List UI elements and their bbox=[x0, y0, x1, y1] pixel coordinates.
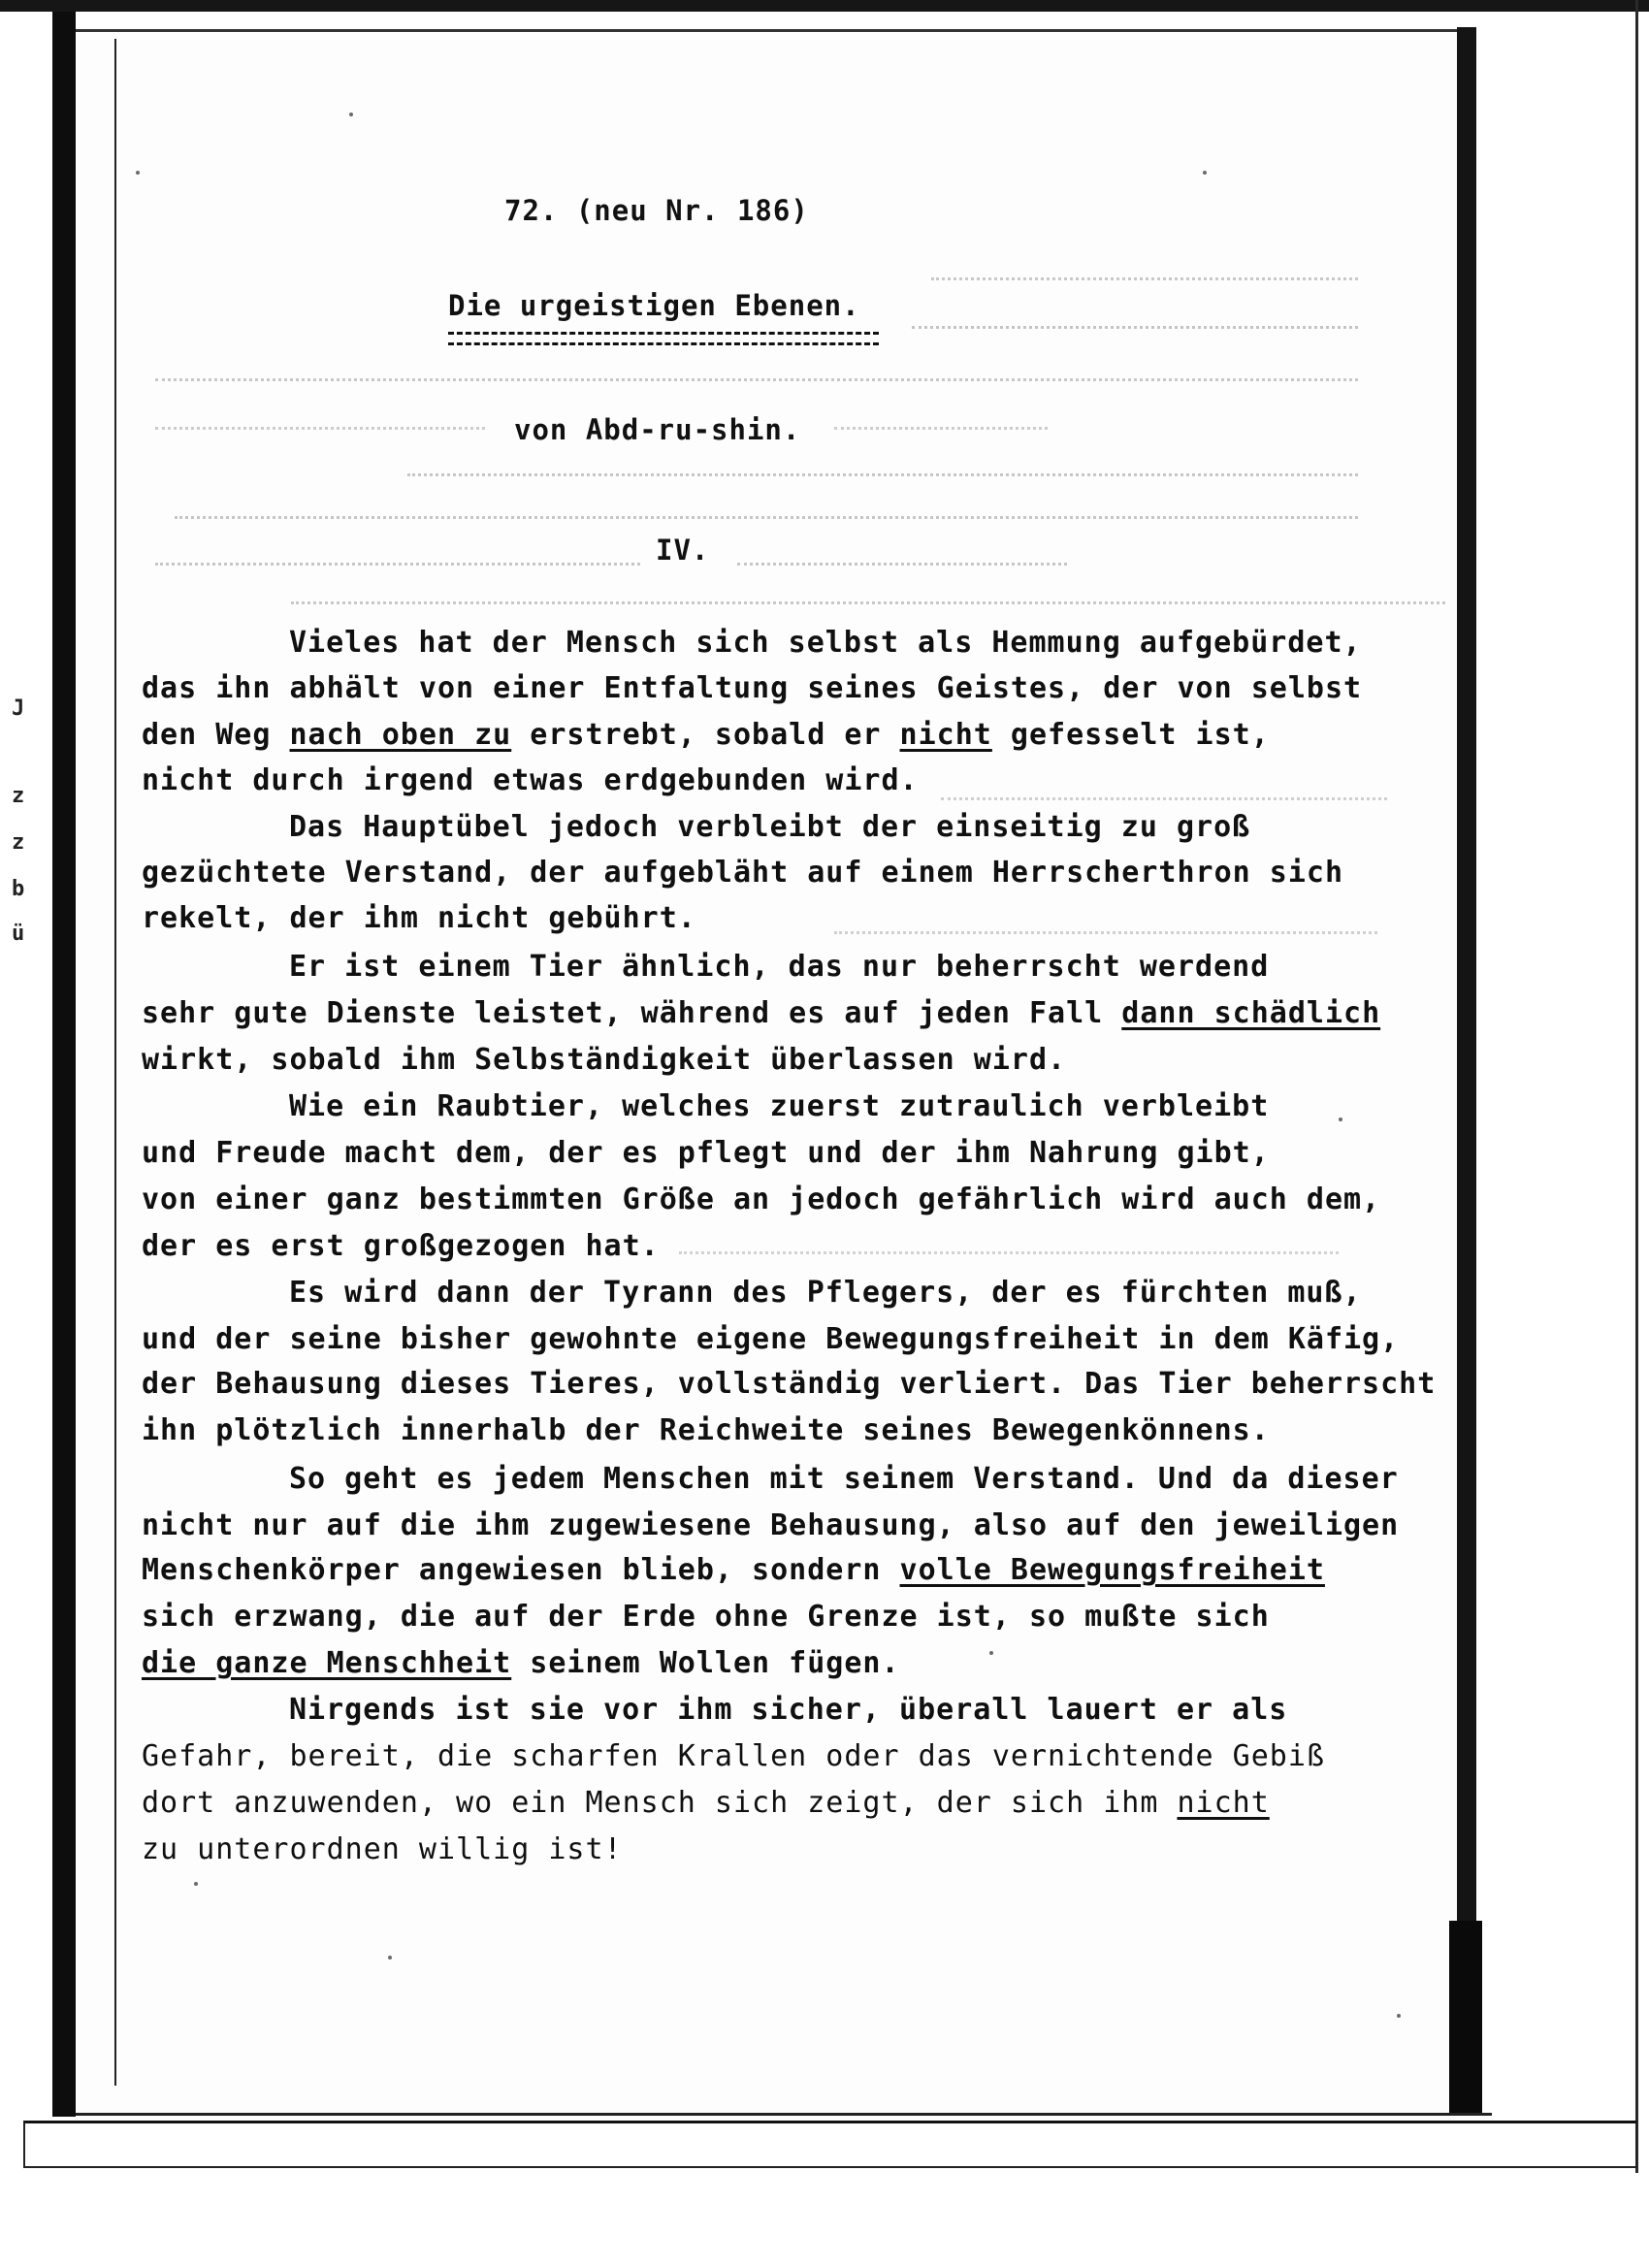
text-span: Nirgends ist sie vor ihm sicher, überall lauert er als bbox=[289, 1693, 1288, 1727]
body-line bbox=[142, 671, 1363, 705]
body-line bbox=[142, 1553, 1325, 1587]
body-line bbox=[289, 810, 1251, 844]
underlined-phrase: nach oben zu bbox=[289, 718, 512, 752]
body-line bbox=[142, 1786, 1270, 1820]
text-span: So geht es jedem Menschen mit seinem Verstand. Und da dieser bbox=[289, 1462, 1399, 1496]
bleed-through-mark bbox=[834, 931, 1377, 948]
text-span: rekelt, der ihm nicht gebührt. bbox=[142, 901, 696, 935]
underlined-phrase: volle Bewegungsfreiheit bbox=[899, 1553, 1325, 1587]
document-author: von Abd-ru-shin. bbox=[514, 413, 801, 446]
scan-speck bbox=[1397, 2014, 1401, 2018]
text-span: Es wird dann der Tyrann des Pflegers, der es fürchten muß, bbox=[289, 1276, 1362, 1310]
scan-speck bbox=[1203, 171, 1207, 175]
underlined-phrase: dann schädlich bbox=[1121, 996, 1381, 1030]
bleed-through-mark bbox=[737, 563, 1067, 579]
scan-right-edge-shadow bbox=[1457, 27, 1476, 2103]
text-span: wirkt, sobald ihm Selbständigkeit überlassen wird. bbox=[142, 1043, 1067, 1077]
text-span: dort anzuwenden, wo ein Mensch sich zeigt, der sich ihm bbox=[142, 1786, 1178, 1820]
text-span: nicht durch irgend etwas erdgebunden wird. bbox=[142, 763, 919, 797]
body-line bbox=[142, 1229, 660, 1263]
body-line bbox=[142, 996, 1381, 1030]
body-line bbox=[142, 1832, 623, 1866]
bleed-through-mark bbox=[155, 427, 485, 443]
body-line bbox=[142, 763, 919, 797]
margin-mark: J bbox=[12, 697, 25, 721]
underlined-phrase: nicht bbox=[899, 718, 992, 752]
text-span: Er ist einem Tier ähnlich, das nur beherrscht werdend bbox=[289, 950, 1270, 984]
text-span: Wie ein Raubtier, welches zuerst zutraulich verbleibt bbox=[289, 1089, 1270, 1123]
body-line bbox=[289, 950, 1270, 984]
text-span: der es erst großgezogen hat. bbox=[142, 1229, 660, 1263]
body-line bbox=[142, 1508, 1400, 1542]
text-span: sehr gute Dienste leistet, während es auf jeden Fall bbox=[142, 996, 1122, 1030]
text-span: ihn plötzlich innerhalb der Reichweite seines Bewegenkönnens. bbox=[142, 1413, 1270, 1447]
text-span: nicht nur auf die ihm zugewiesene Behausung, also auf den jeweiligen bbox=[142, 1508, 1400, 1542]
bleed-through-mark bbox=[834, 427, 1048, 443]
body-line bbox=[142, 1043, 1067, 1077]
text-span: von einer ganz bestimmten Größe an jedoch gefährlich wird auch dem, bbox=[142, 1183, 1381, 1216]
scan-outer-right-edge bbox=[1635, 0, 1638, 2173]
bleed-through-mark bbox=[175, 516, 1358, 533]
body-line bbox=[142, 1322, 1400, 1356]
body-line bbox=[142, 1600, 1270, 1634]
bleed-through-mark bbox=[931, 277, 1358, 294]
body-line bbox=[142, 1185, 1380, 1215]
scan-top-edge bbox=[0, 0, 1649, 12]
scan-right-corner-shadow bbox=[1449, 1921, 1482, 2115]
bleed-through-mark bbox=[155, 563, 640, 579]
body-line bbox=[142, 1739, 1325, 1773]
text-span: Vieles hat der Mensch sich selbst als Hemmung aufgebürdet, bbox=[289, 626, 1362, 660]
bleed-through-mark bbox=[155, 378, 1358, 395]
scan-speck bbox=[989, 1651, 993, 1655]
bleed-through-mark bbox=[291, 601, 1445, 618]
scan-speck bbox=[349, 113, 353, 116]
underlined-phrase: die ganze Menschheit bbox=[142, 1646, 512, 1680]
document-title: Die urgeistigen Ebenen. bbox=[448, 289, 860, 322]
body-line bbox=[142, 856, 1343, 890]
body-line bbox=[142, 1136, 1270, 1170]
section-numeral: IV. bbox=[656, 534, 710, 567]
body-line bbox=[142, 1367, 1437, 1401]
document-number-heading: 72. (neu Nr. 186) bbox=[504, 194, 809, 227]
text-span: das ihn abhält von einer Entfaltung seines Geistes, der von selbst bbox=[142, 671, 1363, 705]
body-line bbox=[289, 1089, 1270, 1123]
text-span: gezüchtete Verstand, der aufgebläht auf einem Herrscherthron sich bbox=[142, 856, 1343, 890]
title-double-underline bbox=[448, 332, 879, 345]
text-span: erstrebt, sobald er bbox=[511, 718, 900, 752]
bleed-through-mark bbox=[407, 473, 1358, 490]
margin-mark: z bbox=[12, 830, 25, 855]
page-bottom-edge bbox=[76, 2113, 1492, 2116]
bleed-through-mark bbox=[679, 1251, 1339, 1268]
text-span: sich erzwang, die auf der Erde ohne Grenze ist, so mußte sich bbox=[142, 1600, 1270, 1634]
text-span: der Behausung dieses Tieres, vollständig verliert. Das Tier beherrscht bbox=[142, 1367, 1437, 1401]
body-line bbox=[289, 626, 1362, 660]
body-line bbox=[142, 1646, 900, 1680]
bleed-through-mark bbox=[912, 326, 1358, 342]
body-line bbox=[289, 1462, 1399, 1496]
text-span: und Freude macht dem, der es pflegt und der ihm Nahrung gibt, bbox=[142, 1136, 1270, 1170]
margin-mark: b bbox=[12, 877, 25, 901]
page-left-edge bbox=[114, 39, 116, 2086]
body-line bbox=[289, 1693, 1288, 1727]
text-span: den Weg bbox=[142, 718, 290, 752]
text-span: und der seine bisher gewohnte eigene Bewegungsfreiheit in dem Käfig, bbox=[142, 1322, 1400, 1356]
scan-speck bbox=[194, 1882, 198, 1886]
scan-lower-frame bbox=[23, 2121, 1637, 2168]
text-span: zu unterordnen willig ist! bbox=[142, 1832, 623, 1866]
body-line bbox=[142, 901, 696, 935]
scan-speck bbox=[136, 171, 140, 175]
text-span: Menschenkörper angewiesen blieb, sondern bbox=[142, 1553, 900, 1587]
scan-left-binding-shadow bbox=[52, 12, 76, 2117]
body-line bbox=[142, 1413, 1270, 1447]
text-span: Das Hauptübel jedoch verbleibt der einseitig zu groß bbox=[289, 810, 1251, 844]
margin-mark: z bbox=[12, 784, 25, 808]
scan-speck bbox=[388, 1956, 392, 1960]
text-span: Gefahr, bereit, die scharfen Krallen oder das vernichtende Gebiß bbox=[142, 1739, 1325, 1773]
underlined-phrase: nicht bbox=[1177, 1786, 1270, 1820]
margin-mark: ü bbox=[12, 922, 25, 946]
text-span: gefesselt ist, bbox=[991, 718, 1270, 752]
scan-speck bbox=[1339, 1118, 1342, 1121]
text-span: seinem Wollen fügen. bbox=[511, 1646, 900, 1680]
body-line bbox=[142, 718, 1270, 752]
body-line bbox=[289, 1276, 1362, 1310]
